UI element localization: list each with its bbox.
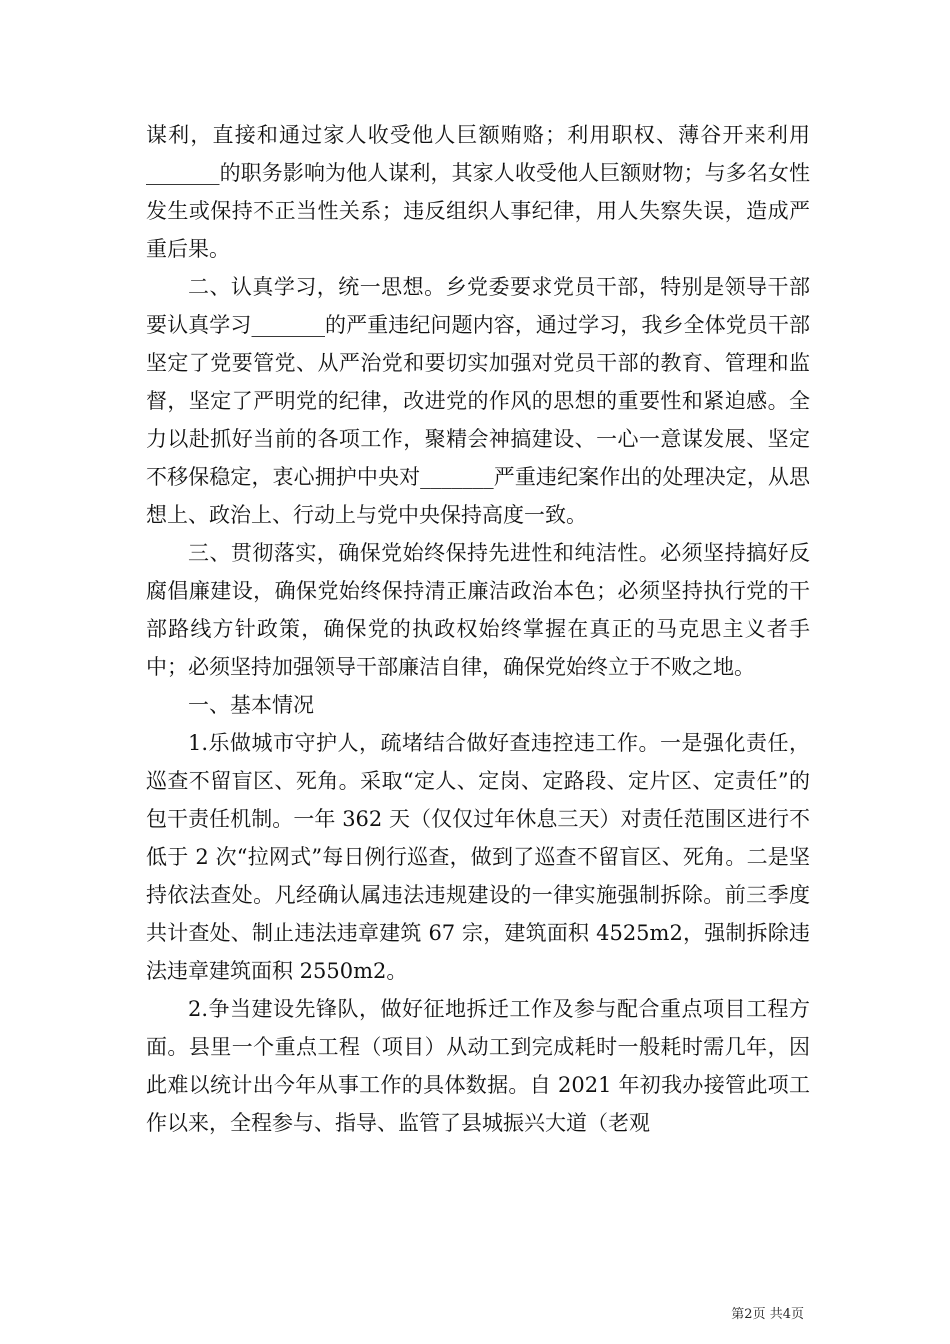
footer-prefix: 第	[731, 1307, 745, 1322]
footer-suffix: 页	[790, 1307, 804, 1322]
footer-total-pages: 4	[782, 1307, 791, 1322]
document-body	[146, 116, 810, 1142]
heading-basic-situation: 一、基本情况	[188, 693, 314, 717]
paragraph-item-two: 2.争当建设先锋队，做好征地拆迁工作及参与配合重点项目工程方面。县里一个重点工程（项目）从动工到完成耗时一般耗时需几年，因此难以统计出今年从事工作的具体数据。自 2021 年初我办接管此项工作以来，全程参与、指导、监管了县城振兴大道（老观	[146, 997, 810, 1135]
page-footer	[731, 1303, 804, 1322]
paragraph-section-three: 三、贯彻落实，确保党始终保持先进性和纯洁性。必须坚持搞好反腐倡廉建设，确保党始终保持清正廉洁政治本色；必须坚持执行党的干部路线方针政策，确保党的执政权始终掌握在真正的马克思主义者手中；必须坚持加强领导干部廉洁自律，确保党始终立于不败之地。	[146, 541, 810, 679]
paragraph-section-two: 二、认真学习，统一思想。乡党委要求党员干部，特别是领导干部要认真学习_______的严重违纪问题内容，通过学习，我乡全体党员干部坚定了党要管党、从严治党和要切实加强对党员干部的教育、管理和监督，坚定了严明党的纪律，改进党的作风的思想的重要性和紧迫感。全力以赴抓好当前的各项工作，聚精会神搞建设、一心一意谋发展、坚定不移保稳定，衷心拥护中央对_______严重违纪案作出的处理决定，从思想上、政治上、行动上与党中央保持高度一致。	[146, 275, 810, 527]
footer-middle: 页 共	[752, 1307, 783, 1322]
footer-current-page: 2	[744, 1307, 753, 1322]
paragraph-item-one: 1.乐做城市守护人，疏堵结合做好查违控违工作。一是强化责任，巡查不留盲区、死角。采取“定人、定岗、定路段、定片区、定责任”的包干责任机制。一年 362 天（仅仅过年休息三天）对责任范围区进行不低于 2 次“拉网式”每日例行巡查，做到了巡查不留盲区、死角。二是坚持依法查处。凡经确认属违法违规建设的一律实施强制拆除。前三季度共计查处、制止违法违章建筑 67 宗，建筑面积 4525m2，强制拆除违法违章建筑面积 2550m2。	[146, 731, 810, 983]
paragraph-continuation: 谋利，直接和通过家人收受他人巨额贿赂；利用职权、薄谷开来利用_______的职务影响为他人谋利，其家人收受他人巨额财物；与多名女性发生或保持不正当性关系；违反组织人事纪律，用人失察失误，造成严重后果。	[146, 123, 810, 261]
